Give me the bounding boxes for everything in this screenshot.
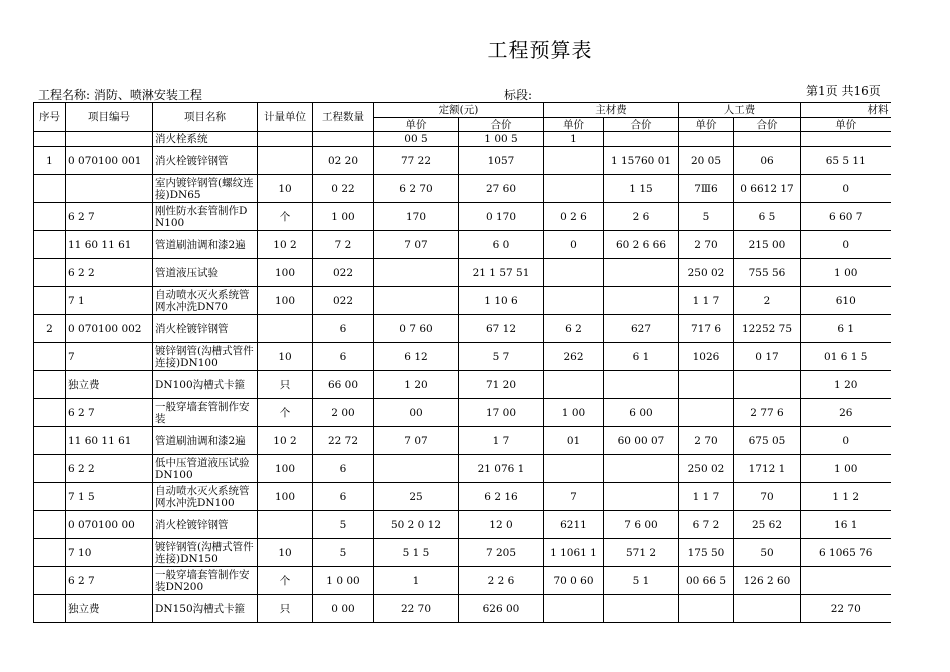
quota-total-cell: 1 00 5 <box>459 132 544 147</box>
code-cell: 7 1 <box>66 287 153 315</box>
seq-cell <box>34 595 66 623</box>
name-cell: DN150沟槽式卡箍 <box>153 595 258 623</box>
qty-cell: 6 <box>313 483 374 511</box>
main-unit-price-cell: 6211 <box>544 511 604 539</box>
seq-cell <box>34 259 66 287</box>
main-unit-price-cell <box>544 595 604 623</box>
table-row <box>34 175 891 203</box>
labor-unit-price-cell: 2 70 <box>679 231 734 259</box>
col-quota-total: 合价 <box>459 118 544 132</box>
labor-unit-price-cell: 2 70 <box>679 427 734 455</box>
table-row <box>34 287 891 315</box>
code-cell: 6 2 7 <box>66 567 153 595</box>
main-total-cell <box>604 287 679 315</box>
labor-total-cell: 6 5 <box>734 203 801 231</box>
code-cell: 7 <box>66 343 153 371</box>
main-unit-price-cell: 1 1061 1 <box>544 539 604 567</box>
main-total-cell: 7 6 00 <box>604 511 679 539</box>
quota-total-cell: 17 00 <box>459 399 544 427</box>
quota-unit-price-cell: 0 7 60 <box>374 315 459 343</box>
labor-total-cell: 12252 75 <box>734 315 801 343</box>
name-cell: 管道刷油调和漆2遍 <box>153 231 258 259</box>
unit-cell <box>258 315 313 343</box>
labor-unit-price-cell: 175 50 <box>679 539 734 567</box>
unit-cell: 10 2 <box>258 427 313 455</box>
quota-unit-price-cell: 7 07 <box>374 231 459 259</box>
main-unit-price-cell: 0 2 6 <box>544 203 604 231</box>
labor-unit-price-cell: 250 02 <box>679 259 734 287</box>
page-counter: 第1页 共16页 <box>806 84 881 98</box>
qty-cell: 22 72 <box>313 427 374 455</box>
material-unit-price-cell: 01 6 1 5 <box>801 343 891 371</box>
code-cell: 0 070100 002 <box>66 315 153 343</box>
seq-cell: 1 <box>34 147 66 175</box>
main-total-cell <box>604 259 679 287</box>
quota-unit-price-cell: 5 1 5 <box>374 539 459 567</box>
name-cell: 消火栓镀锌钢管 <box>153 147 258 175</box>
seq-cell <box>34 203 66 231</box>
main-total-cell: 6 00 <box>604 399 679 427</box>
main-unit-price-cell: 01 <box>544 427 604 455</box>
main-total-cell: 1 15 <box>604 175 679 203</box>
unit-cell <box>258 147 313 175</box>
name-cell: 管道液压试验 <box>153 259 258 287</box>
labor-unit-price-cell <box>679 595 734 623</box>
unit-cell: 只 <box>258 595 313 623</box>
seq-cell <box>34 371 66 399</box>
quota-unit-price-cell <box>374 287 459 315</box>
quota-total-cell: 5 7 <box>459 343 544 371</box>
col-main-material: 主材费 <box>544 103 679 118</box>
quota-unit-price-cell: 7 07 <box>374 427 459 455</box>
col-qty: 工程数量 <box>313 103 374 132</box>
main-unit-price-cell: 1 <box>544 132 604 147</box>
name-cell: 消火栓系统 <box>153 132 258 147</box>
code-cell: 0 070100 001 <box>66 147 153 175</box>
main-unit-price-cell: 262 <box>544 343 604 371</box>
labor-total-cell: 0 17 <box>734 343 801 371</box>
material-unit-price-cell: 16 1 <box>801 511 891 539</box>
name-cell: 低中压管道液压试验DN100 <box>153 455 258 483</box>
main-unit-price-cell: 7 <box>544 483 604 511</box>
qty-cell: 0 00 <box>313 595 374 623</box>
quota-unit-price-cell: 77 22 <box>374 147 459 175</box>
quota-unit-price-cell: 6 2 70 <box>374 175 459 203</box>
seq-cell <box>34 343 66 371</box>
seq-cell <box>34 231 66 259</box>
code-cell: 11 60 11 61 <box>66 427 153 455</box>
table-row <box>34 203 891 231</box>
quota-total-cell: 1 7 <box>459 427 544 455</box>
qty-cell: 0 22 <box>313 175 374 203</box>
quota-total-cell: 67 12 <box>459 315 544 343</box>
main-total-cell: 1 15760 01 <box>604 147 679 175</box>
quota-unit-price-cell: 1 <box>374 567 459 595</box>
material-unit-price-cell: 0 <box>801 175 891 203</box>
col-labor-total: 合价 <box>734 118 801 132</box>
quota-total-cell: 21 076 1 <box>459 455 544 483</box>
seq-cell <box>34 567 66 595</box>
material-unit-price-cell: 6 60 7 <box>801 203 891 231</box>
col-labor-unit-price: 单价 <box>679 118 734 132</box>
labor-total-cell: 06 <box>734 147 801 175</box>
col-seq: 序号 <box>34 103 66 132</box>
seq-cell <box>34 175 66 203</box>
table-row <box>34 399 891 427</box>
qty-cell: 2 00 <box>313 399 374 427</box>
col-unit: 计量单位 <box>258 103 313 132</box>
main-total-cell <box>604 483 679 511</box>
labor-unit-price-cell <box>679 399 734 427</box>
table-row <box>34 371 891 399</box>
main-unit-price-cell: 70 0 60 <box>544 567 604 595</box>
quota-total-cell: 2 2 6 <box>459 567 544 595</box>
main-total-cell: 627 <box>604 315 679 343</box>
quota-unit-price-cell: 00 5 <box>374 132 459 147</box>
material-unit-price-cell: 6 1065 76 <box>801 539 891 567</box>
material-unit-price-cell: 1 00 <box>801 455 891 483</box>
quota-unit-price-cell: 50 2 0 12 <box>374 511 459 539</box>
labor-total-cell <box>734 132 801 147</box>
table-row <box>34 132 891 147</box>
name-cell: 一般穿墙套管制作安装 <box>153 399 258 427</box>
quota-total-cell: 1057 <box>459 147 544 175</box>
name-cell: 自动喷水灭火系统管网水冲洗DN70 <box>153 287 258 315</box>
qty-cell: 66 00 <box>313 371 374 399</box>
name-cell: 一般穿墙套管制作安装DN200 <box>153 567 258 595</box>
code-cell: 6 2 7 <box>66 399 153 427</box>
unit-cell: 10 2 <box>258 231 313 259</box>
main-unit-price-cell <box>544 175 604 203</box>
labor-unit-price-cell: 6 7 2 <box>679 511 734 539</box>
labor-total-cell: 25 62 <box>734 511 801 539</box>
material-unit-price-cell: 1 00 <box>801 259 891 287</box>
col-material: 材料 <box>801 103 891 118</box>
code-cell: 11 60 11 61 <box>66 231 153 259</box>
unit-cell: 100 <box>258 259 313 287</box>
qty-cell: 6 <box>313 343 374 371</box>
main-total-cell: 2 6 <box>604 203 679 231</box>
main-unit-price-cell <box>544 287 604 315</box>
table-row <box>34 427 891 455</box>
code-cell: 6 2 2 <box>66 455 153 483</box>
labor-total-cell: 0 6612 17 <box>734 175 801 203</box>
main-unit-price-cell: 6 2 <box>544 315 604 343</box>
main-unit-price-cell: 1 00 <box>544 399 604 427</box>
main-total-cell: 6 1 <box>604 343 679 371</box>
material-unit-price-cell <box>801 132 891 147</box>
code-cell: 独立费 <box>66 595 153 623</box>
main-total-cell: 60 00 07 <box>604 427 679 455</box>
col-quota: 定额(元) <box>374 103 544 118</box>
quota-total-cell: 626 00 <box>459 595 544 623</box>
labor-total-cell: 215 00 <box>734 231 801 259</box>
section-label: 标段: <box>504 88 533 102</box>
quota-unit-price-cell: 25 <box>374 483 459 511</box>
quota-unit-price-cell: 6 12 <box>374 343 459 371</box>
labor-total-cell: 2 77 6 <box>734 399 801 427</box>
seq-cell <box>34 399 66 427</box>
quota-total-cell: 7 205 <box>459 539 544 567</box>
material-unit-price-cell: 1 1 2 <box>801 483 891 511</box>
name-cell: 室内镀锌钢管(螺纹连接)DN65 <box>153 175 258 203</box>
labor-unit-price-cell: 7Ⅲ6 <box>679 175 734 203</box>
code-cell: 6 2 2 <box>66 259 153 287</box>
budget-table <box>33 102 891 623</box>
quota-total-cell: 0 170 <box>459 203 544 231</box>
col-name: 项目名称 <box>153 103 258 132</box>
code-cell: 0 070100 00 <box>66 511 153 539</box>
labor-unit-price-cell: 250 02 <box>679 455 734 483</box>
labor-unit-price-cell: 5 <box>679 203 734 231</box>
seq-cell: 2 <box>34 315 66 343</box>
material-unit-price-cell: 22 70 <box>801 595 891 623</box>
name-cell: 消火栓镀锌钢管 <box>153 315 258 343</box>
table-row <box>34 259 891 287</box>
material-unit-price-cell: 6 1 <box>801 315 891 343</box>
main-total-cell: 571 2 <box>604 539 679 567</box>
name-cell: 镀锌钢管(沟槽式管件连接)DN150 <box>153 539 258 567</box>
table-row <box>34 567 891 595</box>
seq-cell <box>34 455 66 483</box>
col-code: 项目编号 <box>66 103 153 132</box>
unit-cell: 个 <box>258 567 313 595</box>
qty-cell: 02 20 <box>313 147 374 175</box>
main-total-cell <box>604 595 679 623</box>
quota-total-cell: 12 0 <box>459 511 544 539</box>
labor-total-cell: 675 05 <box>734 427 801 455</box>
quota-unit-price-cell: 170 <box>374 203 459 231</box>
main-total-cell <box>604 455 679 483</box>
unit-cell <box>258 511 313 539</box>
labor-unit-price-cell: 00 66 5 <box>679 567 734 595</box>
unit-cell: 100 <box>258 483 313 511</box>
main-total-cell <box>604 371 679 399</box>
seq-cell <box>34 427 66 455</box>
name-cell: 镀锌钢管(沟槽式管件连接)DN100 <box>153 343 258 371</box>
material-unit-price-cell: 610 <box>801 287 891 315</box>
unit-cell: 10 <box>258 175 313 203</box>
quota-unit-price-cell: 1 20 <box>374 371 459 399</box>
labor-unit-price-cell: 717 6 <box>679 315 734 343</box>
qty-cell: 5 <box>313 511 374 539</box>
quota-unit-price-cell <box>374 259 459 287</box>
code-cell: 7 1 5 <box>66 483 153 511</box>
main-total-cell <box>604 132 679 147</box>
labor-total-cell <box>734 371 801 399</box>
labor-total-cell: 1712 1 <box>734 455 801 483</box>
material-unit-price-cell: 65 5 11 <box>801 147 891 175</box>
name-cell: 消火栓镀锌钢管 <box>153 511 258 539</box>
unit-cell: 10 <box>258 539 313 567</box>
labor-unit-price-cell: 20 05 <box>679 147 734 175</box>
labor-unit-price-cell: 1 1 7 <box>679 287 734 315</box>
table-row <box>34 511 891 539</box>
quota-total-cell: 27 60 <box>459 175 544 203</box>
unit-cell: 只 <box>258 371 313 399</box>
material-unit-price-cell: 0 <box>801 231 891 259</box>
unit-cell: 个 <box>258 203 313 231</box>
seq-cell <box>34 539 66 567</box>
name-cell: 管道刷油调和漆2遍 <box>153 427 258 455</box>
labor-total-cell: 755 56 <box>734 259 801 287</box>
quota-total-cell: 1 10 6 <box>459 287 544 315</box>
table-row <box>34 315 891 343</box>
qty-cell: 7 2 <box>313 231 374 259</box>
quota-total-cell: 71 20 <box>459 371 544 399</box>
code-cell <box>66 132 153 147</box>
unit-cell: 个 <box>258 399 313 427</box>
page-title: 工程预算表 <box>487 38 593 62</box>
labor-unit-price-cell <box>679 371 734 399</box>
name-cell: 自动喷水灭火系统管网水冲洗DN100 <box>153 483 258 511</box>
col-quota-unit-price: 单价 <box>374 118 459 132</box>
col-labor: 人工费 <box>679 103 801 118</box>
unit-cell <box>258 132 313 147</box>
name-cell: DN100沟槽式卡箍 <box>153 371 258 399</box>
seq-cell <box>34 483 66 511</box>
material-unit-price-cell: 1 20 <box>801 371 891 399</box>
seq-cell <box>34 287 66 315</box>
code-cell: 7 10 <box>66 539 153 567</box>
unit-cell: 100 <box>258 287 313 315</box>
qty-cell: 1 0 00 <box>313 567 374 595</box>
quota-unit-price-cell: 22 70 <box>374 595 459 623</box>
quota-total-cell: 6 0 <box>459 231 544 259</box>
project-name: 工程名称: 消防、喷淋安装工程 <box>38 88 202 102</box>
labor-unit-price-cell: 1026 <box>679 343 734 371</box>
material-unit-price-cell: 0 <box>801 427 891 455</box>
qty-cell: 6 <box>313 315 374 343</box>
qty-cell: 1 00 <box>313 203 374 231</box>
qty-cell: 6 <box>313 455 374 483</box>
main-unit-price-cell <box>544 371 604 399</box>
labor-total-cell: 2 <box>734 287 801 315</box>
material-unit-price-cell: 26 <box>801 399 891 427</box>
main-unit-price-cell <box>544 259 604 287</box>
seq-cell <box>34 132 66 147</box>
qty-cell: 022 <box>313 287 374 315</box>
labor-unit-price-cell <box>679 132 734 147</box>
unit-cell: 100 <box>258 455 313 483</box>
quota-unit-price-cell: 00 <box>374 399 459 427</box>
labor-total-cell: 70 <box>734 483 801 511</box>
header-row-1 <box>34 103 891 118</box>
col-main-unit-price: 单价 <box>544 118 604 132</box>
labor-total-cell <box>734 595 801 623</box>
qty-cell: 5 <box>313 539 374 567</box>
qty-cell <box>313 132 374 147</box>
main-unit-price-cell: 0 <box>544 231 604 259</box>
table-row <box>34 483 891 511</box>
quota-unit-price-cell <box>374 455 459 483</box>
main-total-cell: 5 1 <box>604 567 679 595</box>
table-row <box>34 595 891 623</box>
quota-total-cell: 6 2 16 <box>459 483 544 511</box>
table-row <box>34 539 891 567</box>
table-row <box>34 231 891 259</box>
material-unit-price-cell <box>801 567 891 595</box>
table-body <box>34 132 891 623</box>
labor-unit-price-cell: 1 1 7 <box>679 483 734 511</box>
main-unit-price-cell <box>544 455 604 483</box>
qty-cell: 022 <box>313 259 374 287</box>
name-cell: 刚性防水套管制作DN100 <box>153 203 258 231</box>
seq-cell <box>34 511 66 539</box>
labor-total-cell: 126 2 60 <box>734 567 801 595</box>
table-row <box>34 455 891 483</box>
unit-cell: 10 <box>258 343 313 371</box>
main-total-cell: 60 2 6 66 <box>604 231 679 259</box>
quota-total-cell: 21 1 57 51 <box>459 259 544 287</box>
code-cell: 6 2 7 <box>66 203 153 231</box>
main-unit-price-cell <box>544 147 604 175</box>
table-row <box>34 343 891 371</box>
code-cell <box>66 175 153 203</box>
labor-total-cell: 50 <box>734 539 801 567</box>
code-cell: 独立费 <box>66 371 153 399</box>
col-main-total: 合价 <box>604 118 679 132</box>
table-row <box>34 147 891 175</box>
col-material-unit-price: 单价 <box>801 118 891 132</box>
